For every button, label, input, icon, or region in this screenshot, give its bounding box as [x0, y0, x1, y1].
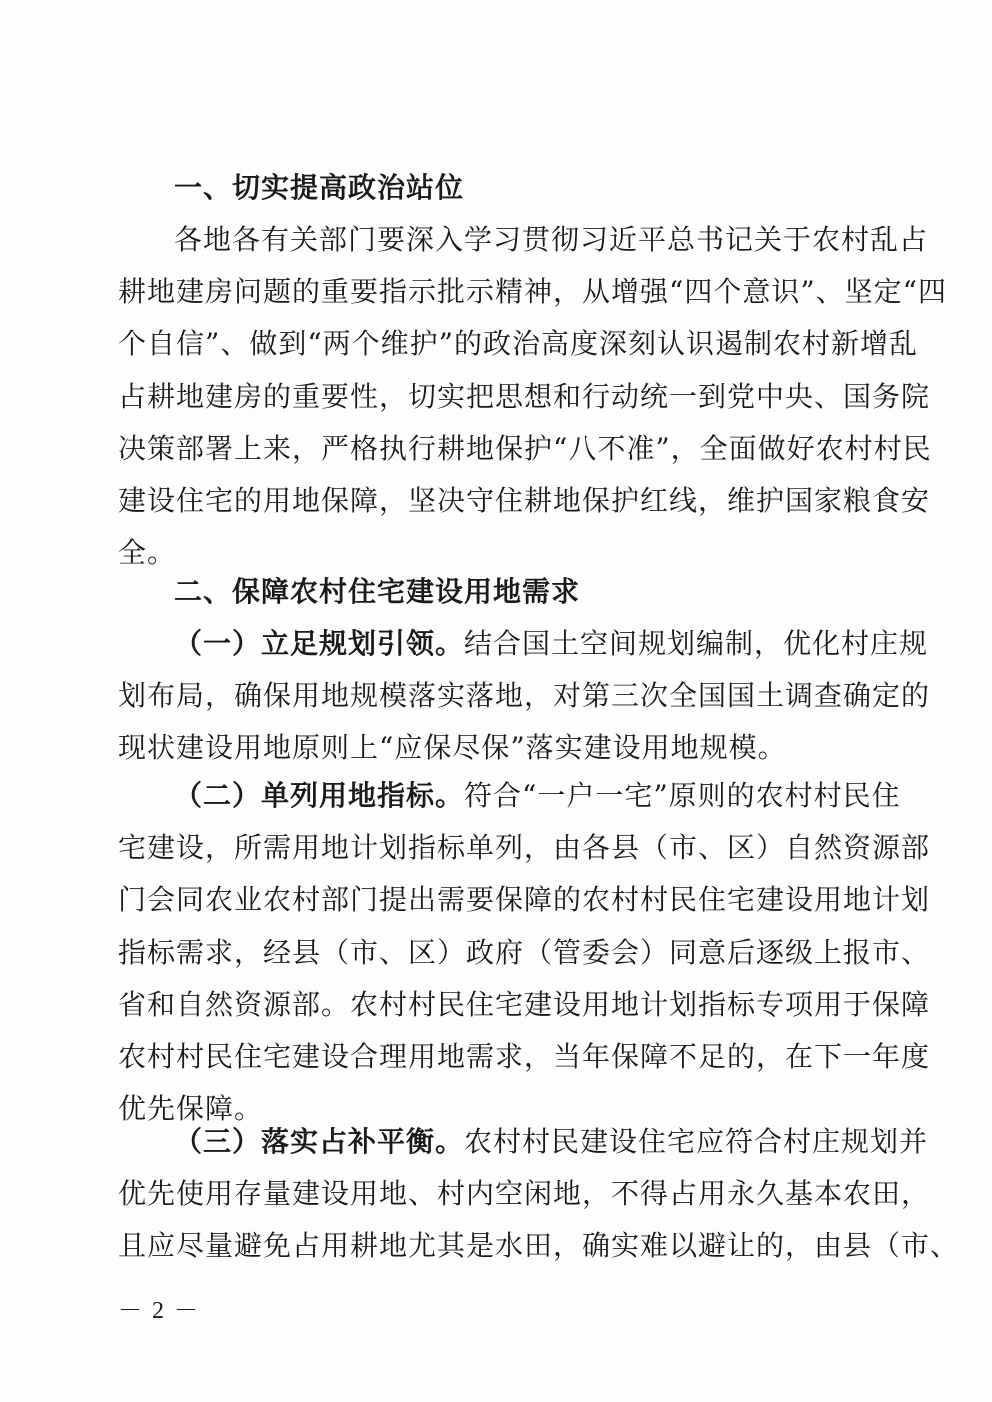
- paragraph-line: 指标需求，经县（市、区）政府（管委会）同意后逐级上报市、: [118, 936, 931, 969]
- item-text: 符合“一户一宅”原则的农村村民住: [464, 779, 901, 812]
- paragraph-line: 农村村民住宅建设合理用地需求，当年保障不足的，在下一年度: [118, 1040, 931, 1073]
- paragraph-line: 耕地建房问题的重要指示批示精神，从增强“四个意识”、坚定“四: [118, 275, 947, 308]
- paragraph-first-line: [174, 1122, 928, 1162]
- paragraph-line: 决策部署上来，严格执行耕地保护“八不准”，全面做好农村村民: [118, 432, 932, 465]
- item-lead: （二）单列用地指标。: [174, 779, 465, 812]
- paragraph-line: 占耕地建房的重要性，切实把思想和行动统一到党中央、国务院: [118, 380, 931, 413]
- paragraph-line: 划布局，确保用地规模落实落地，对第三次全国国土调查确定的: [118, 679, 931, 712]
- heading-text: 二、保障农村住宅建设用地需求: [174, 575, 581, 608]
- paragraph-line: 各地各有关部门要深入学习贯彻习近平总书记关于农村乱占: [174, 223, 929, 256]
- paragraph-item-2: [118, 776, 931, 1136]
- paragraph-item-1: [118, 624, 931, 764]
- paragraph-line: 全。: [118, 536, 177, 569]
- paragraph-line: 且应尽量避免占用耕地尤其是水田，确实难以避让的，由县（市、: [118, 1229, 960, 1262]
- paragraph-first-line: [174, 776, 901, 816]
- paragraph-line: 门会同农业农村部门提出需要保障的农村村民住宅建设用地计划: [118, 883, 931, 916]
- paragraph-first-line: [174, 624, 928, 664]
- paragraph-line: 个自信”、做到“两个维护”的政治高度深刻认识遏制农村新增乱: [118, 327, 918, 360]
- paragraph-line: 省和自然资源部。农村村民住宅建设用地计划指标专项用于保障: [118, 988, 931, 1021]
- paragraph-line: 现状建设用地原则上“应保尽保”落实建设用地规模。: [118, 731, 787, 764]
- paragraph-line: 优先使用存量建设用地、村内空闲地，不得占用永久基本农田，: [118, 1177, 931, 1210]
- heading-text: 一、切实提高政治站位: [174, 171, 465, 204]
- item-text: 结合国土空间规划编制，优化村庄规: [464, 627, 929, 660]
- page-number: － 2 －: [118, 1298, 200, 1324]
- item-lead: （三）落实占补平衡。: [174, 1125, 465, 1158]
- paragraph-item-3: [118, 1122, 960, 1272]
- paragraph-section-1: [118, 220, 947, 569]
- item-lead: （一）立足规划引领。: [174, 627, 465, 660]
- paragraph-line: 宅建设，所需用地计划指标单列，由各县（市、区）自然资源部: [118, 831, 931, 864]
- paragraph-line: 优先保障。: [118, 1092, 264, 1125]
- item-text: 农村村民建设住宅应符合村庄规划并: [464, 1125, 929, 1158]
- paragraph-line: 建设住宅的用地保障，坚决守住耕地保护红线，维护国家粮食安: [118, 484, 931, 517]
